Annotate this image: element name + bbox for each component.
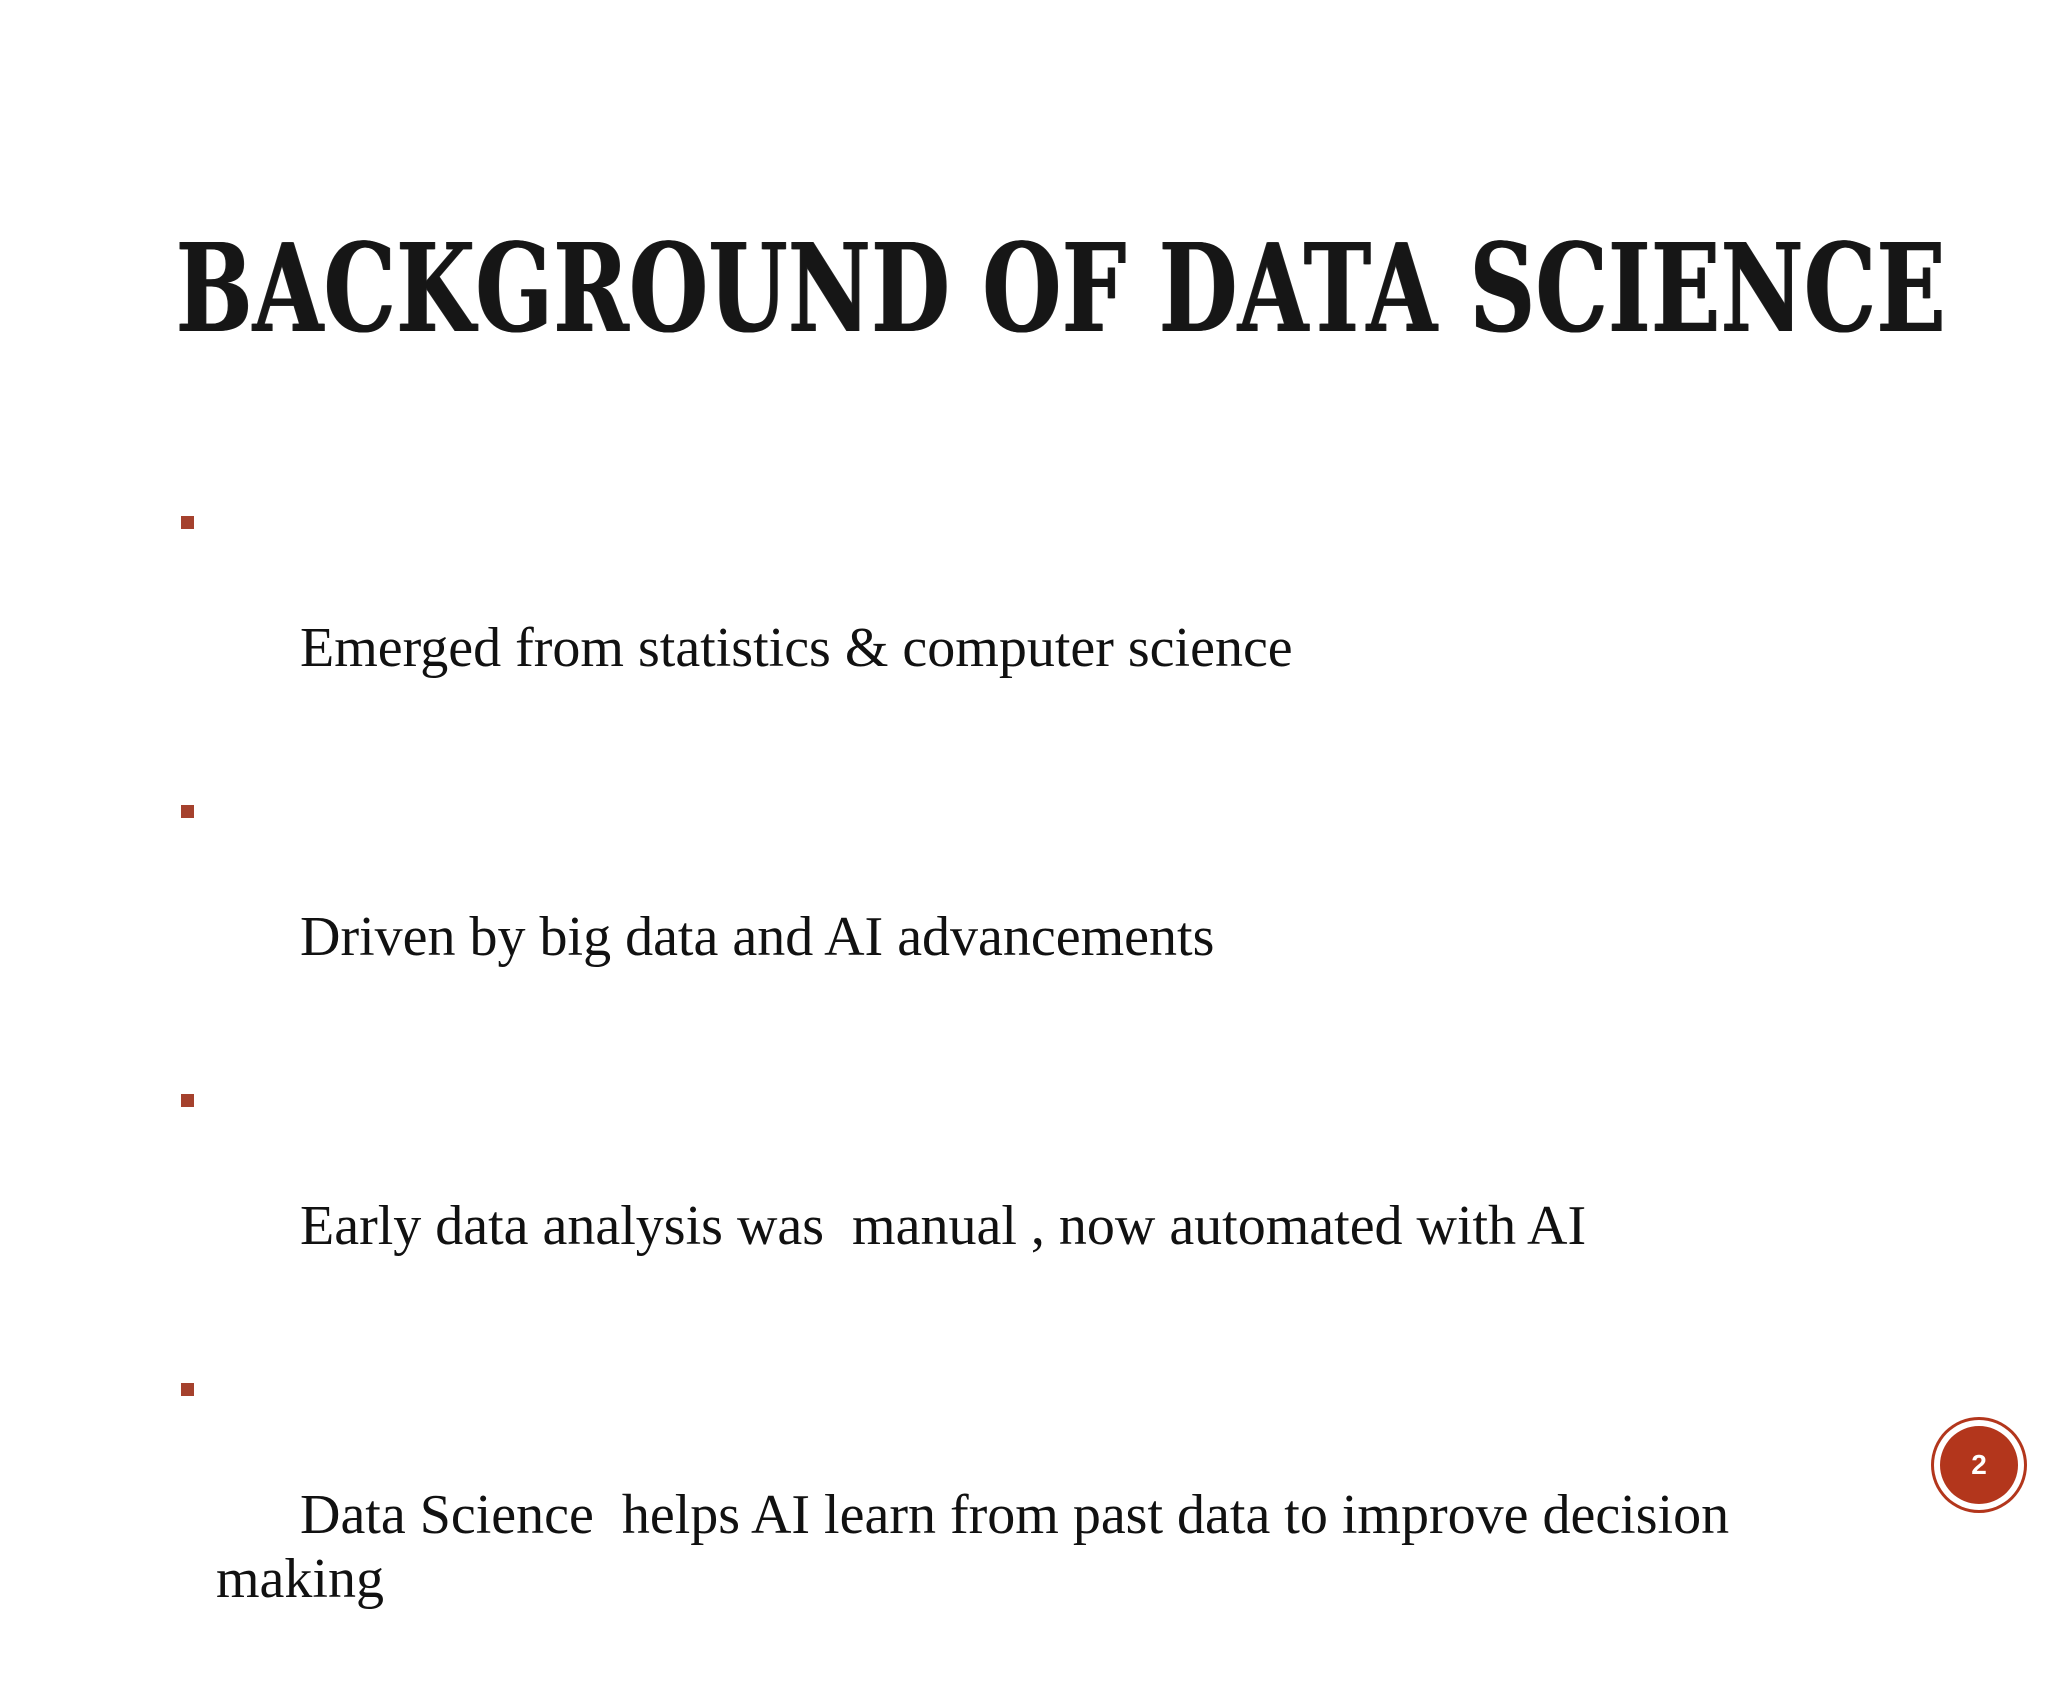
bullet-list <box>176 488 1896 1708</box>
bullet-text: Emerged from statistics & computer science <box>300 617 1293 679</box>
bullet-item <box>176 488 1896 744</box>
page-number-badge <box>1934 1420 2024 1510</box>
bullet-item <box>176 1066 1896 1322</box>
bullet-text: Early data analysis was manual , now automated with AI <box>300 1195 1587 1257</box>
slide-title: BACKGROUND OF DATA SCIENCE <box>176 216 1947 360</box>
bullet-item <box>176 777 1896 1033</box>
bullet-text: Data Science helps AI learn from past data to improve decision making <box>216 1484 1744 1610</box>
square-bullet-icon <box>181 1383 194 1396</box>
page-number: 2 <box>1971 1449 1987 1480</box>
square-bullet-icon <box>181 1094 194 1107</box>
bullet-text: Driven by big data and AI advancements <box>300 906 1215 968</box>
square-bullet-icon <box>181 516 194 529</box>
square-bullet-icon <box>181 805 194 818</box>
bullet-item <box>176 1355 1896 1675</box>
